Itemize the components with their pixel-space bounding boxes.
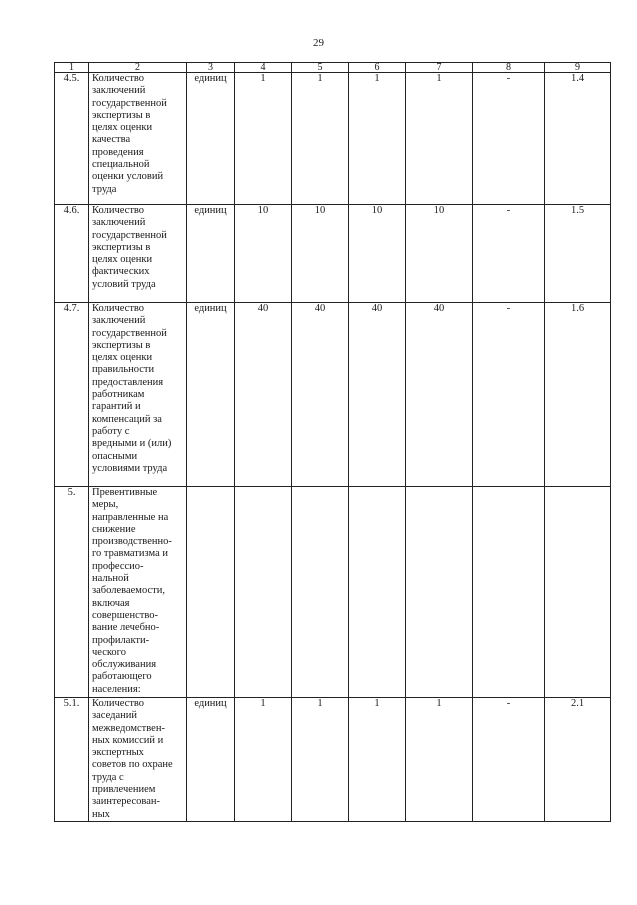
row-number-cell: 5.1. xyxy=(55,698,89,822)
value-cell-v8 xyxy=(473,487,545,698)
description-line: целях оценки xyxy=(92,352,153,364)
description-line: труда xyxy=(92,183,117,195)
table-header-row xyxy=(55,63,611,73)
description-line: включая xyxy=(92,597,130,609)
header-cell: 7 xyxy=(406,63,473,73)
description-line: государственной xyxy=(92,229,167,241)
description-line: экспертизы в xyxy=(92,339,151,351)
header-cell: 8 xyxy=(473,63,545,73)
description-line: производственно- xyxy=(92,536,172,548)
description-line: Количество xyxy=(92,698,145,709)
value-cell-v5: 10 xyxy=(292,205,349,303)
unit-cell: единиц xyxy=(187,205,235,303)
description-line: качества xyxy=(92,134,131,146)
description-line: советов по охране xyxy=(92,759,173,771)
description-line: фактических xyxy=(92,266,150,278)
description-line: Превентивные xyxy=(92,487,158,498)
value-cell-v9: 1.5 xyxy=(545,205,611,303)
description-line: экспертных xyxy=(92,747,144,759)
value-cell-v5: 40 xyxy=(292,303,349,487)
value-cell-v8: - xyxy=(473,205,545,303)
description-line: ческого xyxy=(92,646,126,658)
description-line: целях оценки xyxy=(92,254,153,266)
description-line: профессио- xyxy=(92,560,144,572)
value-cell-v4 xyxy=(235,487,292,698)
row-number-cell: 4.5. xyxy=(55,73,89,205)
description-line: совершенство- xyxy=(92,609,158,621)
value-cell-v7: 1 xyxy=(406,698,473,822)
description-line: условий труда xyxy=(92,278,156,290)
table-row xyxy=(55,698,611,822)
header-cell: 9 xyxy=(545,63,611,73)
description-line: экспертизы в xyxy=(92,241,151,253)
header-cell: 5 xyxy=(292,63,349,73)
description-line: нальной xyxy=(92,573,129,585)
description-line: целях оценки xyxy=(92,122,153,134)
table-row xyxy=(55,73,611,205)
description-line: межведомствен- xyxy=(92,722,165,734)
description-cell xyxy=(89,698,187,822)
description-cell xyxy=(89,487,187,698)
description-line: заседаний xyxy=(92,710,137,722)
table-row xyxy=(55,303,611,487)
description-line: снижение xyxy=(92,523,136,535)
value-cell-v7: 10 xyxy=(406,205,473,303)
table-row xyxy=(55,205,611,303)
value-cell-v4: 10 xyxy=(235,205,292,303)
value-cell-v8: - xyxy=(473,73,545,205)
description-line: обслуживания xyxy=(92,659,157,671)
description-line: государственной xyxy=(92,97,167,109)
description-line: оценки условий xyxy=(92,171,164,183)
description-line: работающего xyxy=(92,671,152,683)
value-cell-v9: 2.1 xyxy=(545,698,611,822)
description-line: Количество xyxy=(92,205,145,216)
value-cell-v8: - xyxy=(473,303,545,487)
value-cell-v4: 1 xyxy=(235,73,292,205)
description-line: меры, xyxy=(92,499,119,511)
value-cell-v5: 1 xyxy=(292,73,349,205)
description-line: заинтересован- xyxy=(92,796,160,808)
description-line: Количество xyxy=(92,303,145,314)
description-line: ных комиссий и xyxy=(92,734,164,746)
description-line: вредными и (или) xyxy=(92,438,172,450)
description-line: вание лечебно- xyxy=(92,622,160,634)
value-cell-v9 xyxy=(545,487,611,698)
row-number-cell: 5. xyxy=(55,487,89,698)
description-line: Количество xyxy=(92,73,145,84)
value-cell-v5 xyxy=(292,487,349,698)
unit-cell: единиц xyxy=(187,73,235,205)
header-cell: 2 xyxy=(89,63,187,73)
description-line: направленные на xyxy=(92,511,169,523)
value-cell-v6 xyxy=(349,487,406,698)
description-line: го травматизма и xyxy=(92,548,168,560)
value-cell-v7: 40 xyxy=(406,303,473,487)
value-cell-v8: - xyxy=(473,698,545,822)
description-line: экспертизы в xyxy=(92,109,151,121)
description-line: специальной xyxy=(92,159,150,171)
description-cell xyxy=(89,73,187,205)
value-cell-v7 xyxy=(406,487,473,698)
value-cell-v6: 1 xyxy=(349,73,406,205)
row-number-cell: 4.7. xyxy=(55,303,89,487)
description-line: заключений xyxy=(92,217,146,229)
description-line: труда с xyxy=(92,771,124,783)
table-row xyxy=(55,487,611,698)
header-cell: 6 xyxy=(349,63,406,73)
value-cell-v5: 1 xyxy=(292,698,349,822)
header-cell: 3 xyxy=(187,63,235,73)
value-cell-v4: 1 xyxy=(235,698,292,822)
value-cell-v9: 1.4 xyxy=(545,73,611,205)
description-line: гарантий и xyxy=(92,401,141,413)
value-cell-v7: 1 xyxy=(406,73,473,205)
value-cell-v6: 40 xyxy=(349,303,406,487)
description-line: заболеваемости, xyxy=(92,585,165,597)
header-cell: 1 xyxy=(55,63,89,73)
description-line: правильности xyxy=(92,364,155,376)
description-line: работникам xyxy=(92,389,145,401)
description-line: условиями труда xyxy=(92,462,168,474)
description-line: населения: xyxy=(92,683,141,695)
description-cell xyxy=(89,205,187,303)
description-line: компенсаций за xyxy=(92,413,162,425)
description-line: предоставления xyxy=(92,376,164,388)
page-number: 29 xyxy=(313,37,324,49)
value-cell-v9: 1.6 xyxy=(545,303,611,487)
unit-cell xyxy=(187,487,235,698)
unit-cell: единиц xyxy=(187,698,235,822)
description-line: заключений xyxy=(92,85,146,97)
description-line: ных xyxy=(92,808,110,820)
description-line: опасными xyxy=(92,450,138,462)
description-line: привлечением xyxy=(92,784,156,796)
description-line: проведения xyxy=(92,146,144,158)
description-line: работу с xyxy=(92,425,130,437)
value-cell-v6: 1 xyxy=(349,698,406,822)
description-line: заключений xyxy=(92,315,146,327)
indicators-table xyxy=(54,62,611,822)
value-cell-v4: 40 xyxy=(235,303,292,487)
description-line: государственной xyxy=(92,327,167,339)
header-cell: 4 xyxy=(235,63,292,73)
description-cell xyxy=(89,303,187,487)
value-cell-v6: 10 xyxy=(349,205,406,303)
description-line: профилакти- xyxy=(92,634,150,646)
unit-cell: единиц xyxy=(187,303,235,487)
row-number-cell: 4.6. xyxy=(55,205,89,303)
